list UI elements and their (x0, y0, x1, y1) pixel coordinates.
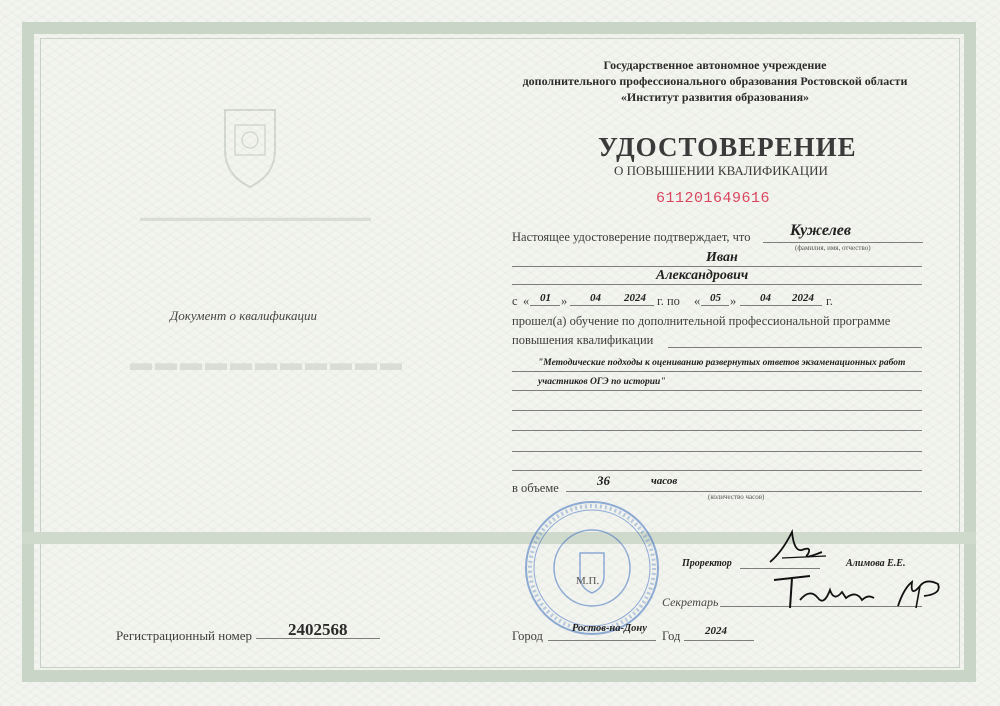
program-line-4 (512, 430, 922, 431)
registration-number: 2402568 (288, 620, 348, 639)
to-day-close-quote: » (730, 294, 737, 308)
secretary-title: Секретарь (662, 595, 719, 609)
year-underline (684, 640, 754, 641)
bottom-band (22, 532, 976, 544)
official-stamp-icon (522, 498, 662, 638)
period-from-label: с (512, 294, 518, 308)
to-day: 05 (710, 292, 721, 304)
faint-watermark-text: ▬▬▬▬▬▬▬▬▬▬▬▬▬▬▬▬▬▬▬▬▬ (140, 212, 371, 224)
program-title-2: участников ОГЭ по истории" (538, 377, 666, 387)
program-line-1 (512, 371, 922, 372)
city-underline (548, 640, 656, 641)
program-line-2 (512, 390, 922, 391)
to-year: 2024 (792, 292, 814, 304)
patronymic: Александрович (656, 268, 749, 283)
patronymic-underline (512, 284, 922, 285)
from-month: 04 (590, 292, 601, 304)
city-value: Ростов-на-Дону (572, 623, 647, 634)
program-intro-2: повышения квалификации (512, 333, 654, 347)
from-day-underline (530, 305, 560, 306)
surname-underline (763, 242, 923, 243)
volume-unit: часов (651, 475, 678, 487)
to-day-open-quote: « (694, 294, 701, 308)
year-label: Год (662, 629, 681, 643)
from-day-close-quote: » (561, 294, 568, 308)
program-intro-1: прошел(а) обучение по дополнительной профессиональной программе (512, 314, 891, 328)
program-line-6 (512, 470, 922, 471)
to-month-underline (740, 305, 788, 306)
document-type-label: Документ о квалификации (170, 308, 317, 323)
to-year-underline (788, 305, 822, 306)
confirm-text: Настоящее удостоверение подтверждает, что (512, 230, 751, 244)
coat-of-arms-watermark-icon (215, 105, 285, 190)
faint-watermark-title: ▬▬▬▬▬▬▬▬▬▬▬ (130, 350, 405, 375)
vice-rector-name: Алимова Е.Е. (846, 558, 906, 569)
from-day: 01 (540, 292, 551, 304)
from-year: 2024 (624, 292, 646, 304)
program-line-5 (512, 451, 922, 452)
certificate-title: УДОСТОВЕРЕНИЕ (598, 132, 857, 162)
org-line-3: «Институт развития образования» (620, 90, 810, 104)
surname: Кужелев (790, 222, 852, 239)
certificate-subtitle: О ПОВЫШЕНИИ КВАЛИФИКАЦИИ (614, 163, 828, 178)
org-line-1: Государственное автономное учреждение (603, 58, 827, 72)
secretary-signature (770, 568, 950, 616)
to-day-underline (701, 305, 729, 306)
name-hint: (фамилия, имя, отчество) (795, 244, 871, 252)
volume-label: в объеме (512, 481, 559, 495)
volume-hint: (количество часов) (708, 493, 765, 501)
first-name-underline (512, 266, 922, 267)
first-name: Иван (706, 250, 738, 265)
serial-number: 611201649616 (656, 190, 771, 207)
period-year-suffix: г. (826, 294, 833, 308)
registration-label: Регистрационный номер (116, 628, 252, 643)
from-day-open-quote: « (523, 294, 530, 308)
from-month-underline (570, 305, 624, 306)
volume-value: 36 (597, 473, 610, 488)
volume-underline (566, 491, 922, 492)
program-title-1: "Методические подходы к оцениванию развернутых ответов экзаменационных работ (538, 358, 906, 368)
from-year-underline (624, 305, 654, 306)
to-month: 04 (760, 292, 771, 304)
vice-rector-title: Проректор (682, 558, 732, 569)
stamp-label: М.П. (576, 575, 600, 587)
registration-underline (256, 638, 380, 639)
org-line-2: дополнительного профессионального образования Ростовской области (522, 74, 908, 88)
vice-rector-signature (762, 522, 832, 572)
year-value: 2024 (705, 625, 727, 637)
program-line-3 (512, 410, 922, 411)
city-label: Город (512, 629, 543, 643)
program-intro-underline (668, 347, 922, 348)
period-to-label: г. по (657, 294, 680, 308)
